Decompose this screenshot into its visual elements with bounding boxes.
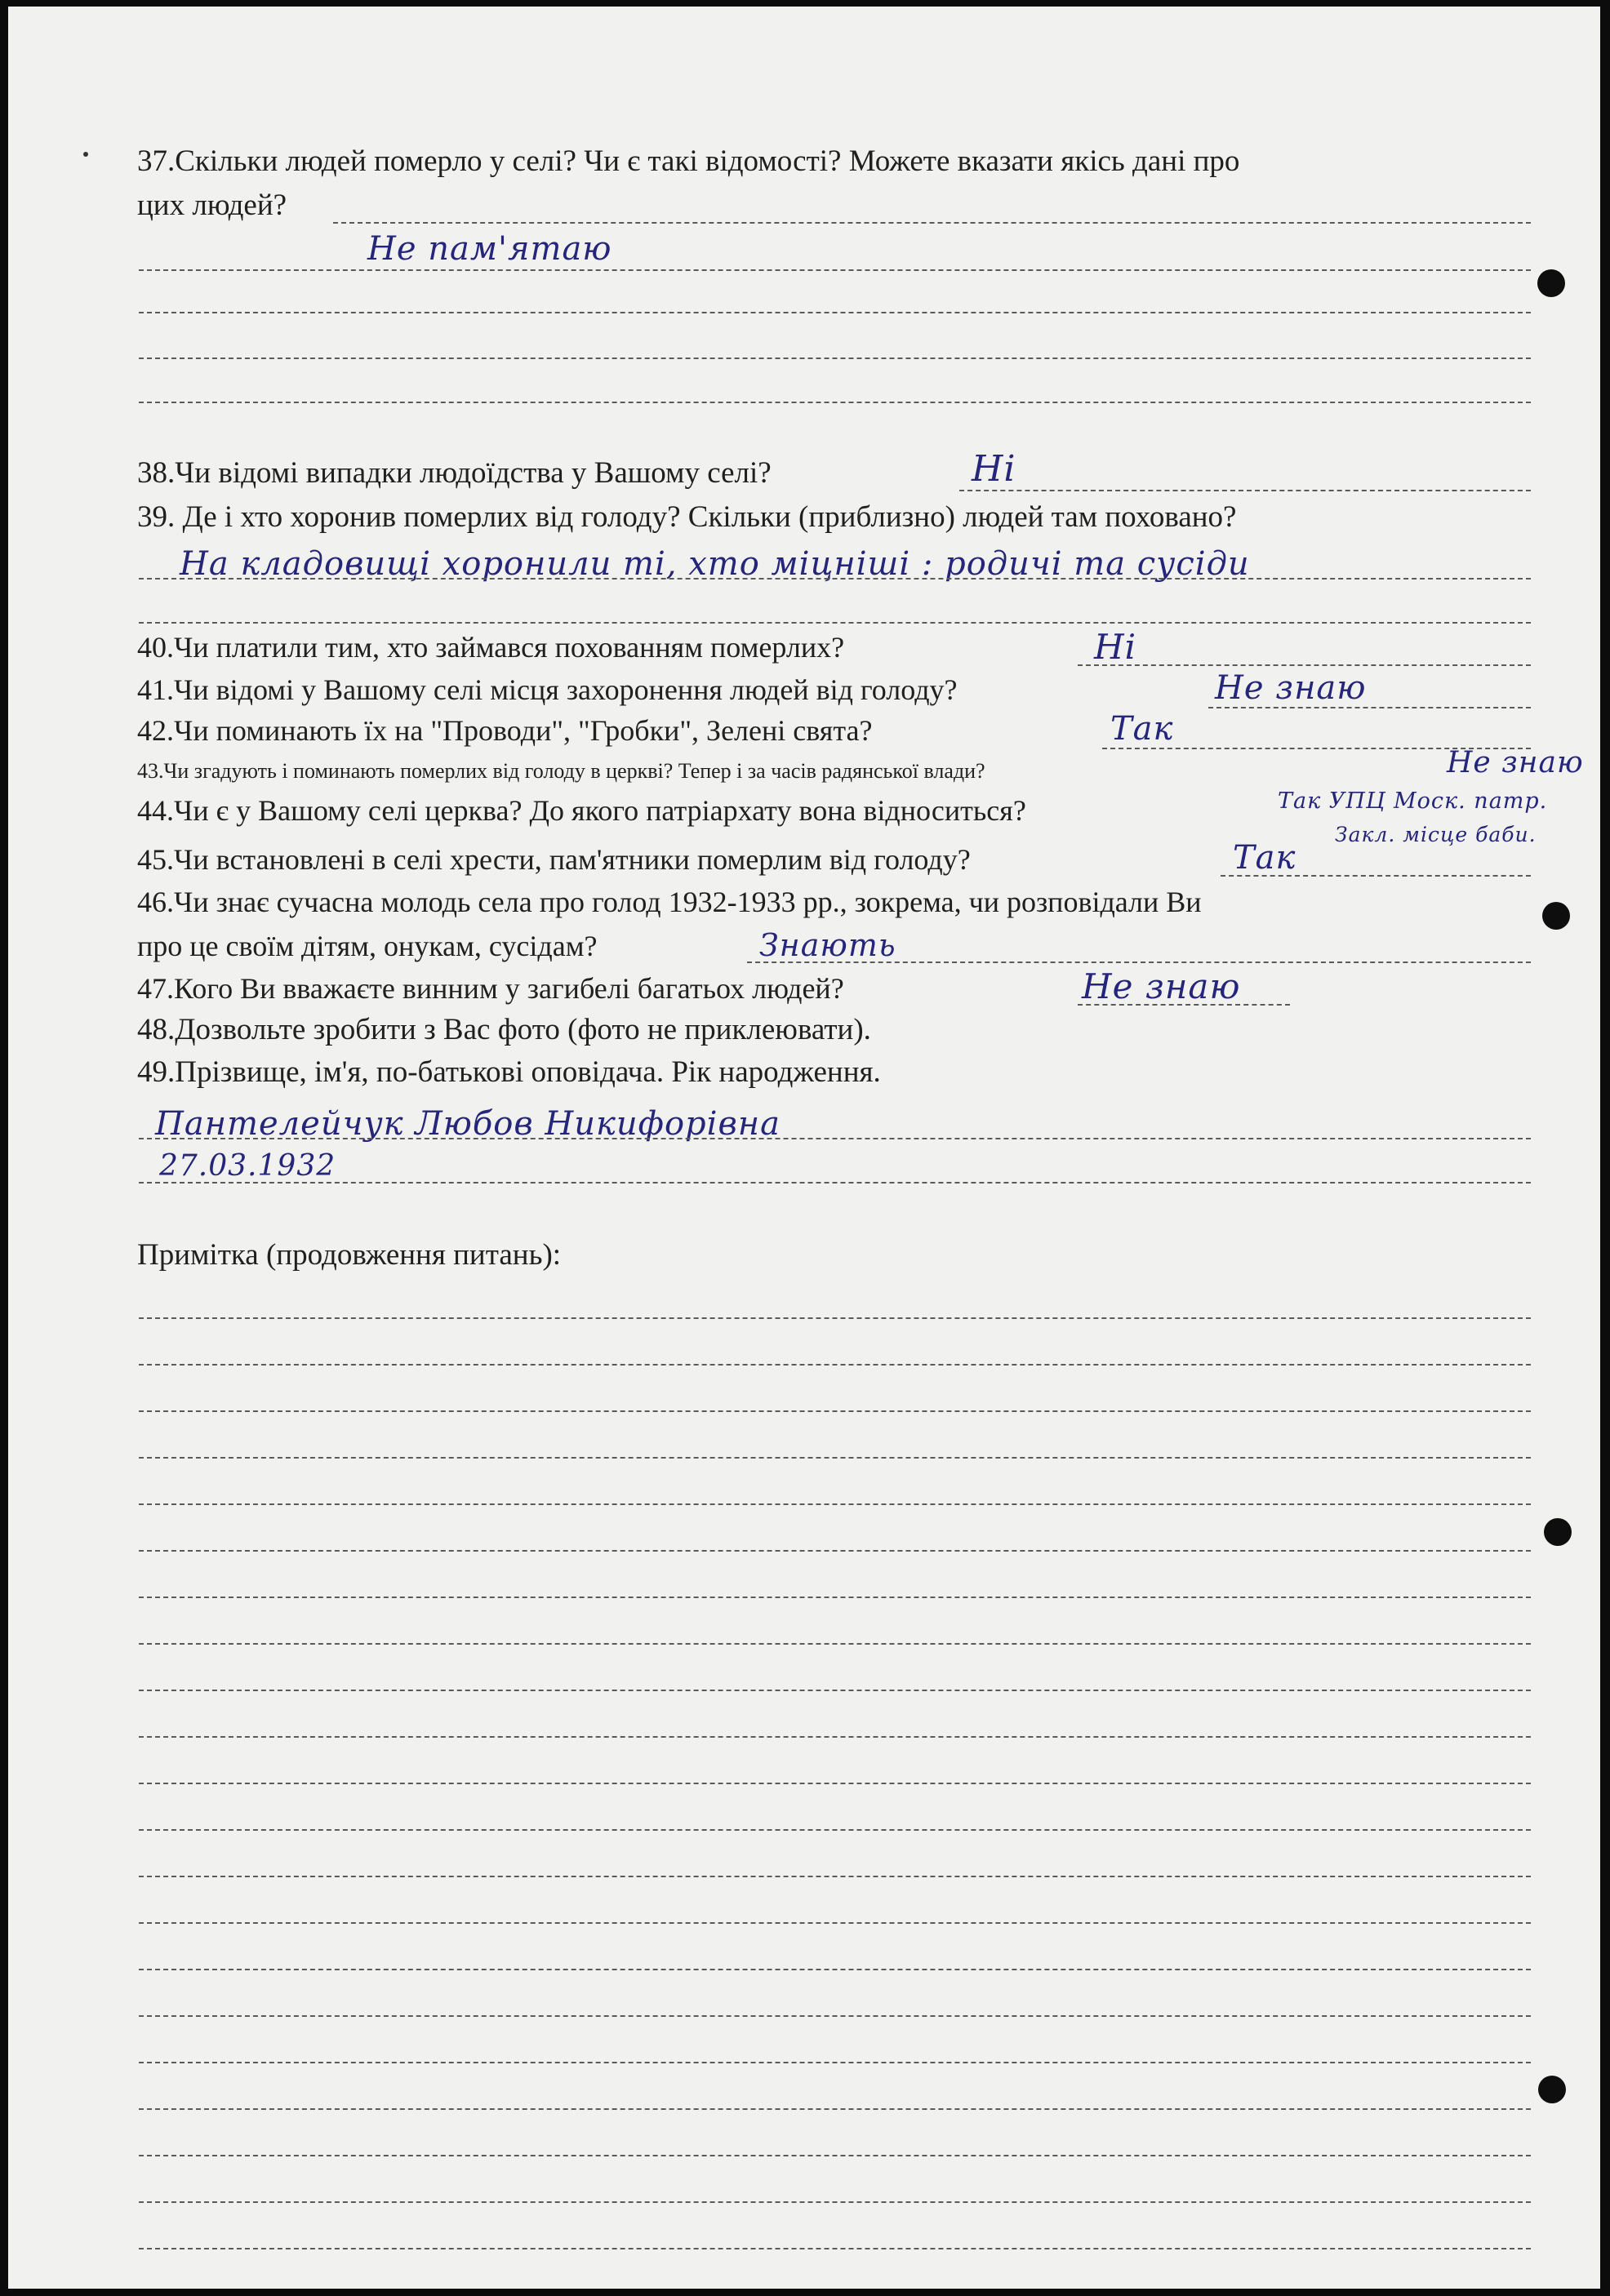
note-line (139, 2108, 1531, 2110)
note-line (139, 1503, 1531, 1505)
note-line (139, 1783, 1531, 1784)
question-47: 47.Кого Ви вважаєте винним у загибелі багатьох людей? (137, 972, 844, 1005)
answer-line (959, 490, 1531, 491)
question-46-line2: про це своїм дітям, онукам, сусідам? (137, 930, 598, 962)
answer-line (139, 358, 1531, 359)
note-line (139, 2062, 1531, 2063)
punch-hole (1538, 2076, 1566, 2103)
question-37-line1: 37.Скільки людей померло у селі? Чи є такі відомості? Можете вказати якісь дані про (137, 144, 1240, 178)
answer-45: Так (1233, 839, 1296, 877)
question-48: 48.Дозвольте зробити з Вас фото (фото не приклеювати). (137, 1013, 871, 1046)
answer-44-continuation: Закл. місце баби. (1335, 823, 1537, 846)
question-45: 45.Чи встановлені в селі хрести, пам'ятники померлим від голоду? (137, 843, 971, 876)
answer-43: Не знаю (1447, 746, 1584, 779)
answer-line (747, 961, 1531, 963)
punch-hole (1537, 269, 1565, 297)
answer-37: Не пам'ятаю (367, 230, 612, 268)
questionnaire-page (8, 7, 1600, 2289)
answer-line (333, 222, 1531, 224)
answer-line (139, 1182, 1531, 1184)
question-49: 49.Прізвище, ім'я, по-батькові оповідача. Рік народження. (137, 1055, 881, 1089)
note-line (139, 2201, 1531, 2203)
note-line (139, 1829, 1531, 1831)
answer-line (139, 1138, 1531, 1139)
ink-speck (83, 152, 88, 157)
question-39: 39. Де і хто хоронив померлих від голоду? Скільки (приблизно) людей там поховано? (137, 500, 1237, 534)
answer-line (139, 578, 1531, 580)
question-46-line1: 46.Чи знає сучасна молодь села про голод 1932-1933 рр., зокрема, чи розповідали Ви (137, 886, 1202, 918)
answer-line (1078, 664, 1531, 666)
note-line (139, 2248, 1531, 2249)
answer-40: Ні (1094, 627, 1137, 667)
answer-49-name: Пантелейчук Любов Никифорівна (155, 1105, 781, 1143)
question-41: 41.Чи відомі у Вашому селі місця захоронення людей від голоду? (137, 673, 958, 706)
answer-line (139, 402, 1531, 403)
answer-line (1078, 1004, 1290, 1006)
answer-line (139, 269, 1531, 271)
answer-line (139, 312, 1531, 313)
punch-hole (1544, 1518, 1572, 1546)
question-40: 40.Чи платили тим, хто займався похованням померлих? (137, 631, 845, 664)
question-42: 42.Чи поминають їх на "Проводи", "Гробки", Зелені свята? (137, 714, 873, 747)
answer-line (1208, 707, 1531, 708)
note-line (139, 1457, 1531, 1459)
answer-42: Так (1110, 710, 1174, 748)
note-line (139, 1969, 1531, 1970)
question-44: 44.Чи є у Вашому селі церква? До якого патріархату вона відноситься? (137, 794, 1026, 827)
answer-49-birthdate: 27.03.1932 (159, 1149, 336, 1183)
note-line (139, 1364, 1531, 1366)
question-38: 38.Чи відомі випадки людоїдства у Вашому селі? (137, 456, 772, 490)
question-43: 43.Чи згадують і поминають померлих від голоду в церкві? Тепер і за часів радянської влади? (137, 759, 985, 783)
note-line (139, 2015, 1531, 2017)
answer-line (1221, 875, 1531, 877)
note-line (139, 1736, 1531, 1738)
note-line (139, 1690, 1531, 1691)
note-line (139, 1643, 1531, 1645)
punch-hole (1542, 902, 1570, 930)
note-line (139, 1876, 1531, 1877)
answer-41: Не знаю (1215, 669, 1367, 707)
note-line (139, 1922, 1531, 1924)
answer-47: Не знаю (1082, 966, 1241, 1006)
answer-38: Ні (972, 448, 1016, 490)
note-line (139, 1597, 1531, 1598)
answer-44: Так УПЦ Моск. патр. (1278, 788, 1548, 814)
note-line (139, 2155, 1531, 2156)
note-heading: Примітка (продовження питань): (137, 1238, 562, 1272)
answer-46: Знають (759, 927, 896, 963)
note-line (139, 1550, 1531, 1552)
note-line (139, 1410, 1531, 1412)
answer-39: На кладовищі хоронили ті, хто міцніші : родичі та сусіди (180, 545, 1250, 583)
answer-line (139, 622, 1531, 624)
question-37-line2: цих людей? (137, 189, 287, 222)
note-line (139, 1317, 1531, 1319)
